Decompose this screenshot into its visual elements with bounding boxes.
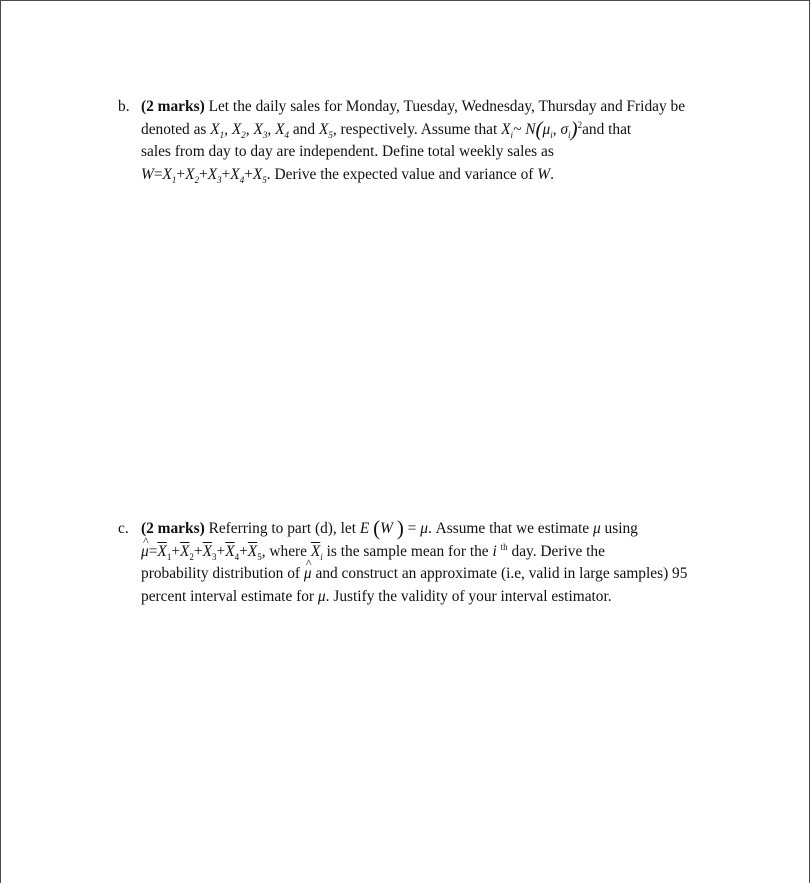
question-c-line-4: percent interval estimate for μ. Justify the validity of your interval estimator. — [141, 587, 612, 605]
question-b-label: b. — [118, 98, 130, 115]
question-c-line-2: μ $\^{}=\overline{X}_1+\overline{X}_2+\overline{X}_3+\overline{X}_4+\overline{X}_5$, where $\overline{X}_i$ is the sample mean for the i $^{th}$ day. Derive the — [141, 541, 728, 564]
question-c-label: c. — [118, 520, 129, 537]
question-c-approx: and construct an approximate (i.e, valid in large samples) 95 — [315, 565, 688, 583]
question-b-line-4: $W=X_1+X_2+X_3+X_4+X_5$. Derive the expected value and variance of W. — [141, 165, 554, 185]
question-b-line-2: denoted as $X_1$, $X_2$, $X_3$, $X_4$ and $X_5$, respectively. Assume that $X_i\sim$ $N(\mu_i$, $\sigma_i)^2and$ that — [141, 116, 632, 141]
question-b — [118, 96, 728, 186]
question-b-intro: Let the daily sales for Monday, Tuesday, Wednesday, Thursday and Friday be — [208, 98, 686, 115]
formula-x-list: $X_1$, $X_2$, $X_3$, $X_4$ — [210, 120, 289, 140]
question-c-where: , where — [261, 542, 307, 560]
formula-expectation: E — [359, 520, 370, 537]
question-c-line-1: (2 marks) Referring to part (d), let E (W ) = μ. Assume that we estimate μ using — [141, 516, 638, 540]
question-b-marks: (2 marks) — [141, 98, 205, 115]
question-c-sample-mean: is the sample mean for the — [326, 542, 489, 560]
question-b-denoted-as: denoted as — [141, 120, 207, 138]
question-b-line-3 — [141, 141, 728, 164]
question-b-body — [141, 96, 728, 186]
question-b-derive: . Derive the expected value and variance of — [266, 165, 534, 183]
question-c-marks: (2 marks) — [141, 520, 205, 537]
formula-mu-hat: μ ^ — [141, 541, 149, 564]
question-b-and-that: and that — [582, 120, 632, 138]
formula-weekly-sales: W — [141, 165, 154, 183]
question-c-th: th — [500, 541, 508, 552]
question-c — [118, 518, 728, 608]
question-c-assume: . Assume that we estimate — [427, 520, 590, 537]
question-c-body — [141, 518, 728, 608]
formula-x5: $X_5$ — [318, 120, 333, 140]
question-c-intro: Referring to part (d), let — [208, 520, 356, 537]
question-b-independence: sales from day to day are independent. Define total weekly sales as — [141, 143, 554, 161]
question-c-using: using — [604, 520, 638, 537]
question-c-prob-dist: probability distribution of — [141, 565, 301, 583]
question-c-justify: . Justify the validity of your interval estimator. — [325, 587, 612, 605]
question-b-respectively: , respectively. Assume that — [332, 120, 498, 138]
question-b-line-1 — [141, 96, 728, 119]
question-c-derive: day. Derive the — [511, 542, 605, 560]
formula-xbar-i: $\overline{X}$ — [310, 542, 321, 560]
formula-distribution: $X_i\sim$ $N(\mu_i$, $\sigma_i)^2$ — [501, 116, 583, 141]
question-c-line-3: probability distribution of μ ^ and construct an approximate (i.e, valid in large samples) 95 — [141, 563, 728, 586]
question-c-percent: percent interval estimate for — [141, 587, 315, 605]
